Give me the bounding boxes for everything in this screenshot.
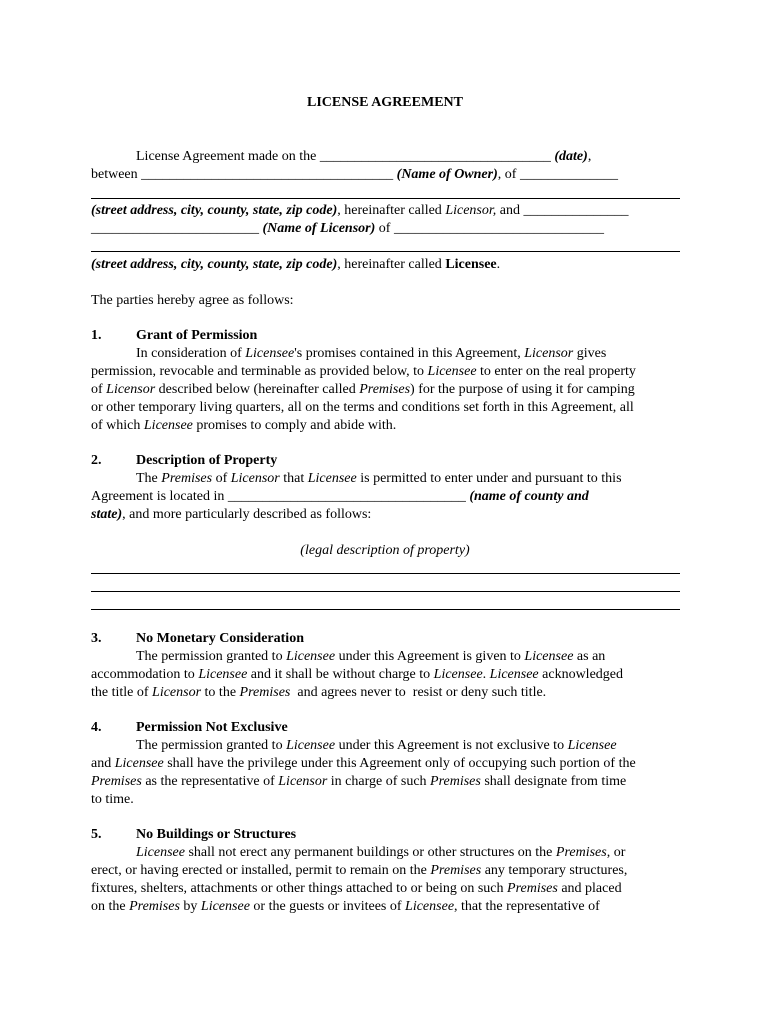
owner-address-line: [91, 198, 680, 199]
section-3-line-3: the title of Licensor to the Premises and agrees never to resist or deny such title.: [91, 685, 547, 700]
section-1-line-2: permission, revocable and terminable as provided below, to Licensee to enter on the real property: [91, 364, 636, 379]
legal-description-line-3: [91, 609, 680, 610]
section-4-heading: 4. Permission Not Exclusive: [91, 720, 288, 735]
licensor-address-blank: ______________________________: [393, 221, 604, 236]
section-1-heading: 1. Grant of Permission: [91, 328, 258, 343]
document-title: LICENSE AGREEMENT: [307, 95, 463, 110]
section-5-heading: 5. No Buildings or Structures: [91, 827, 297, 842]
section-5-line-1: Licensee shall not erect any permanent buildings or other structures on the Premises, or: [136, 845, 626, 860]
section-5-line-4: on the Premises by Licensee or the guests or invitees of Licensee, that the representative of: [91, 899, 600, 914]
licensor-name-blank: ________________________: [91, 221, 259, 236]
section-1-line-5: of which Licensee promises to comply and abide with.: [91, 418, 397, 433]
owner-address-blank: ______________: [519, 167, 618, 182]
section-3-heading: 3. No Monetary Consideration: [91, 631, 304, 646]
section-2-heading: 2. Description of Property: [91, 453, 278, 468]
intro-line-4: ________________________ (Name of Licensor) of ______________________________: [91, 221, 604, 236]
section-4-line-2: and Licensee shall have the privilege under this Agreement only of occupying such portion of the: [91, 756, 636, 771]
section-3-line-1: The permission granted to Licensee under this Agreement is given to Licensee as an: [136, 649, 606, 664]
county-blank: __________________________________: [227, 489, 466, 504]
section-2-line-3: state), and more particularly described as follows:: [91, 507, 372, 522]
intro-line-1: License Agreement made on the _________________________________ (date),: [136, 149, 592, 164]
section-2-line-1: The Premises of Licensor that Licensee is permitted to enter under and pursuant to this: [136, 471, 622, 486]
section-4-line-1: The permission granted to Licensee under this Agreement is not exclusive to Licensee: [136, 738, 617, 753]
intro-line-3: (street address, city, county, state, zip code), hereinafter called Licensor, and _______________: [91, 203, 629, 218]
section-3-line-2: accommodation to Licensee and it shall be without charge to Licensee. Licensee acknowledged: [91, 667, 623, 682]
section-5-line-3: fixtures, shelters, attachments or other things attached to or being on such Premises and placed: [91, 881, 622, 896]
section-4-line-4: to time.: [91, 792, 134, 807]
section-2-line-2: Agreement is located in __________________________________ (name of county and: [91, 489, 589, 504]
section-1-line-1: In consideration of Licensee's promises contained in this Agreement, Licensor gives: [136, 346, 607, 361]
intro-line-5: (street address, city, county, state, zip code), hereinafter called Licensee.: [91, 257, 501, 272]
intro-line-2: between ____________________________________ (Name of Owner), of ______________: [91, 167, 618, 182]
legal-description-caption: (legal description of property): [300, 543, 470, 558]
legal-description-line-1: [91, 573, 680, 574]
section-5-line-2: erect, or having erected or installed, permit to remain on the Premises any temporary structures,: [91, 863, 628, 878]
licensor-address-line: [91, 251, 680, 252]
section-1-line-3: of Licensor described below (hereinafter called Premises) for the purpose of using it for camping: [91, 382, 635, 397]
section-1-line-4: or other temporary living quarters, all on the terms and conditions set forth in this Agreement, all: [91, 400, 634, 415]
owner-blank: ____________________________________: [141, 167, 394, 182]
legal-description-line-2: [91, 591, 680, 592]
agree-line: The parties hereby agree as follows:: [91, 293, 294, 308]
section-4-line-3: Premises as the representative of Licensor in charge of such Premises shall designate from time: [91, 774, 627, 789]
licensor-blank: _______________: [523, 203, 629, 218]
date-blank: _________________________________: [319, 149, 551, 164]
